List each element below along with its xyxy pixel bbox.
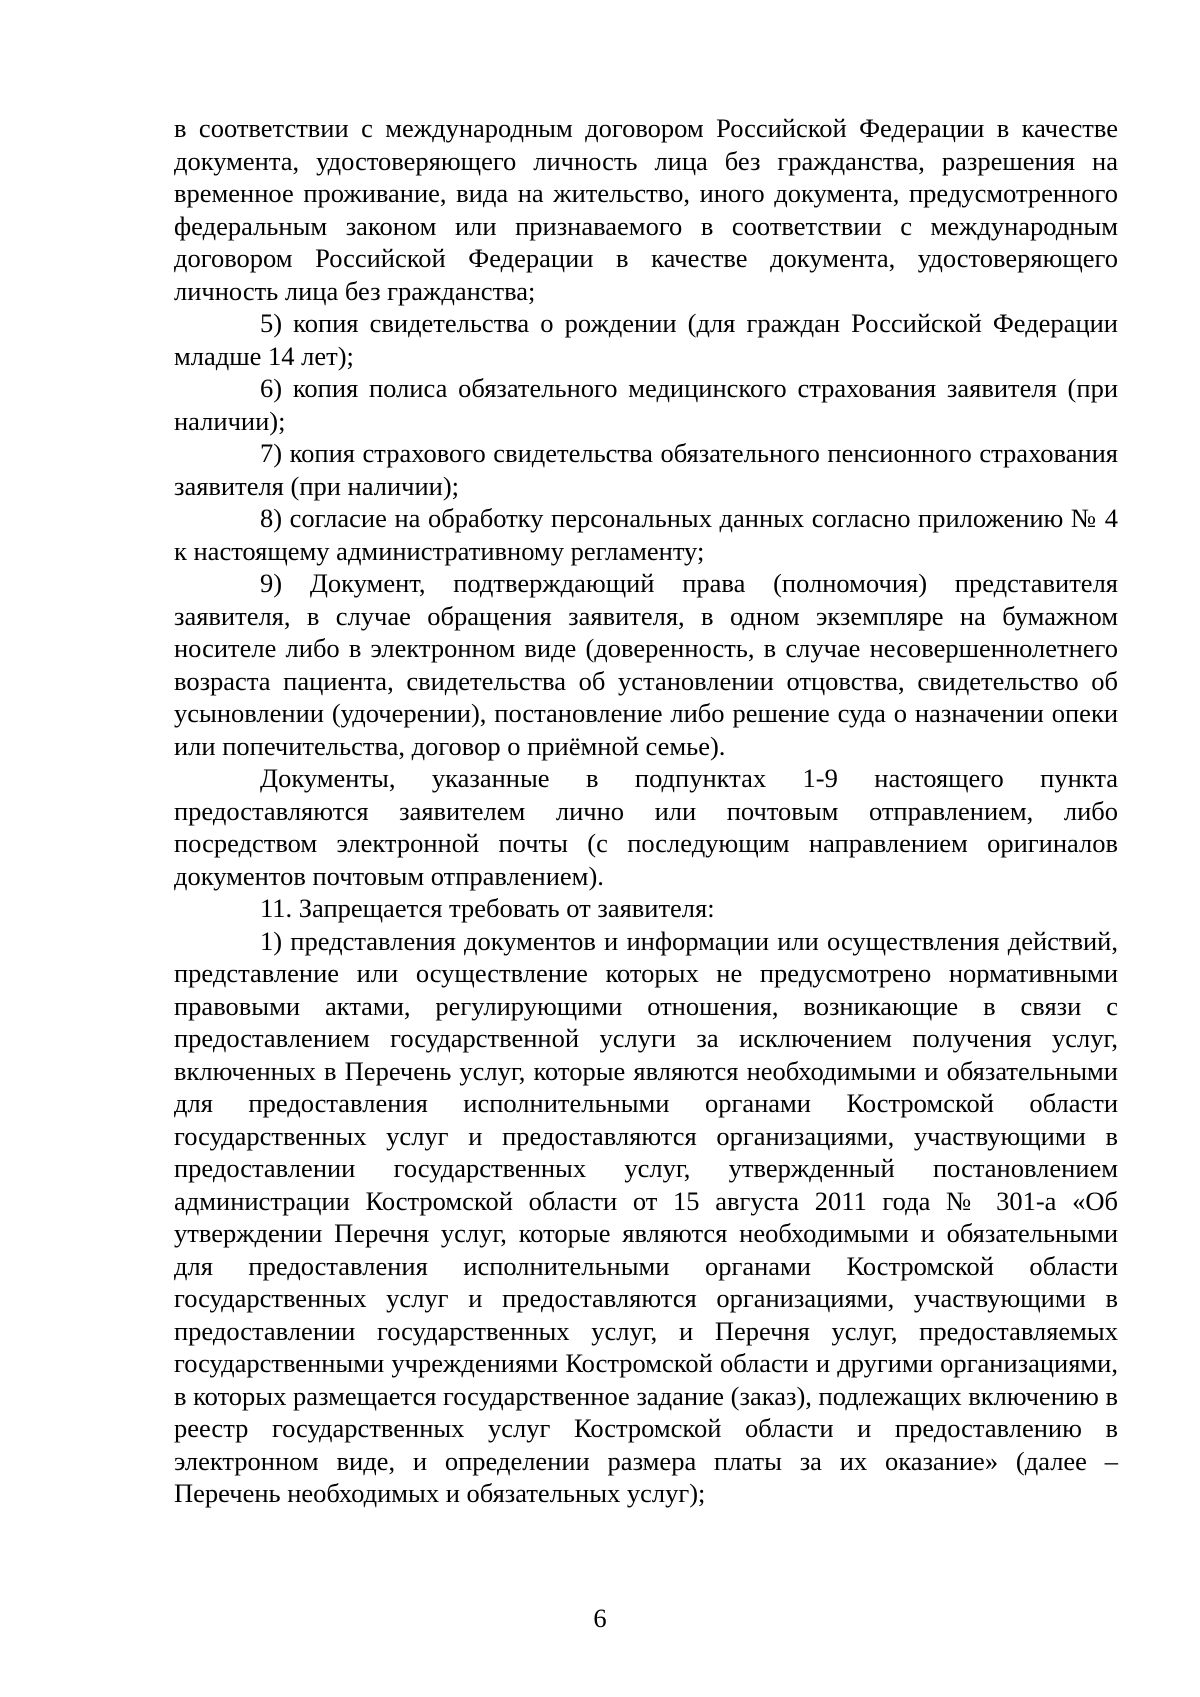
paragraph-item-5: 5) копия свидетельства о рождении (для граждан Российской Федерации младше 14 лет); [174, 308, 1118, 371]
paragraph-item-7: 7) копия страхового свидетельства обязательного пенсионного страхования заявителя (при наличии); [174, 438, 1118, 501]
paragraph-continuation: в соответствии с международным договором Российской Федерации в качестве документа, удостоверяющего личность лица без гражданства, разрешения на временное проживание, вида на жительство, иного документа, предусмотренного федеральным законом или признаваемого в соответствии с международным договором Российской Федерации в качестве документа, удостоверяющего личность лица без гражданства; [174, 113, 1118, 306]
paragraph-point-11-item-1: 1) представления документов и информации или осуществления действий, представление или осуществление которых не предусмотрено нормативными правовыми актами, регулирующими отношения, возникающие в связи с предоставлением государственной услуги за исключением получения услуг, включенных в Перечень услуг, которые являются необходимыми и обязательными для предоставления исполнительными органами Костромской области государственных услуг и предоставляются организациями, участвующими в предоставлении государственных услуг, утвержденный постановлением администрации Костромской области от 15 августа 2011 года № 301-а «Об утверждении Перечня услуг, которые являются необходимыми и обязательными для предоставления исполнительными органами Костромской области государственных услуг и предоставляются организациями, участвующими в предоставлении государственных услуг, и Перечня услуг, предоставляемых государственными учреждениями Костромской области и другими организациями, в которых размещается государственное задание (заказ), подлежащих включению в реестр государственных услуг Костромской области и предоставлению в электронном виде, и определении размера платы за их оказание» (далее – Перечень необходимых и обязательных услуг); [174, 925, 1118, 1508]
paragraph-item-9: 9) Документ, подтверждающий права (полномочия) представителя заявителя, в случае обращения заявителя, в одном экземпляре на бумажном носителе либо в электронном виде (доверенность, в случае несовершеннолетнего возраста пациента, свидетельства об установлении отцовства, свидетельство об усыновлении (удочерении), постановление либо решение суда о назначении опеки или попечительства, договор о приёмной семье). [174, 568, 1118, 761]
paragraph-documents-submission: Документы, указанные в подпунктах 1-9 настоящего пункта предоставляются заявителем лично или почтовым отправлением, либо посредством электронной почты (с последующим направлением оригиналов документов почтовым отправлением). [174, 763, 1118, 891]
paragraph-item-8: 8) согласие на обработку персональных данных согласно приложению № 4 к настоящему административному регламенту; [174, 503, 1118, 566]
document-body [174, 112, 1118, 1510]
page-number: 6 [593, 1603, 607, 1633]
paragraph-point-11: 11. Запрещается требовать от заявителя: [260, 893, 715, 923]
paragraph-item-6: 6) копия полиса обязательного медицинского страхования заявителя (при наличии); [174, 373, 1118, 436]
